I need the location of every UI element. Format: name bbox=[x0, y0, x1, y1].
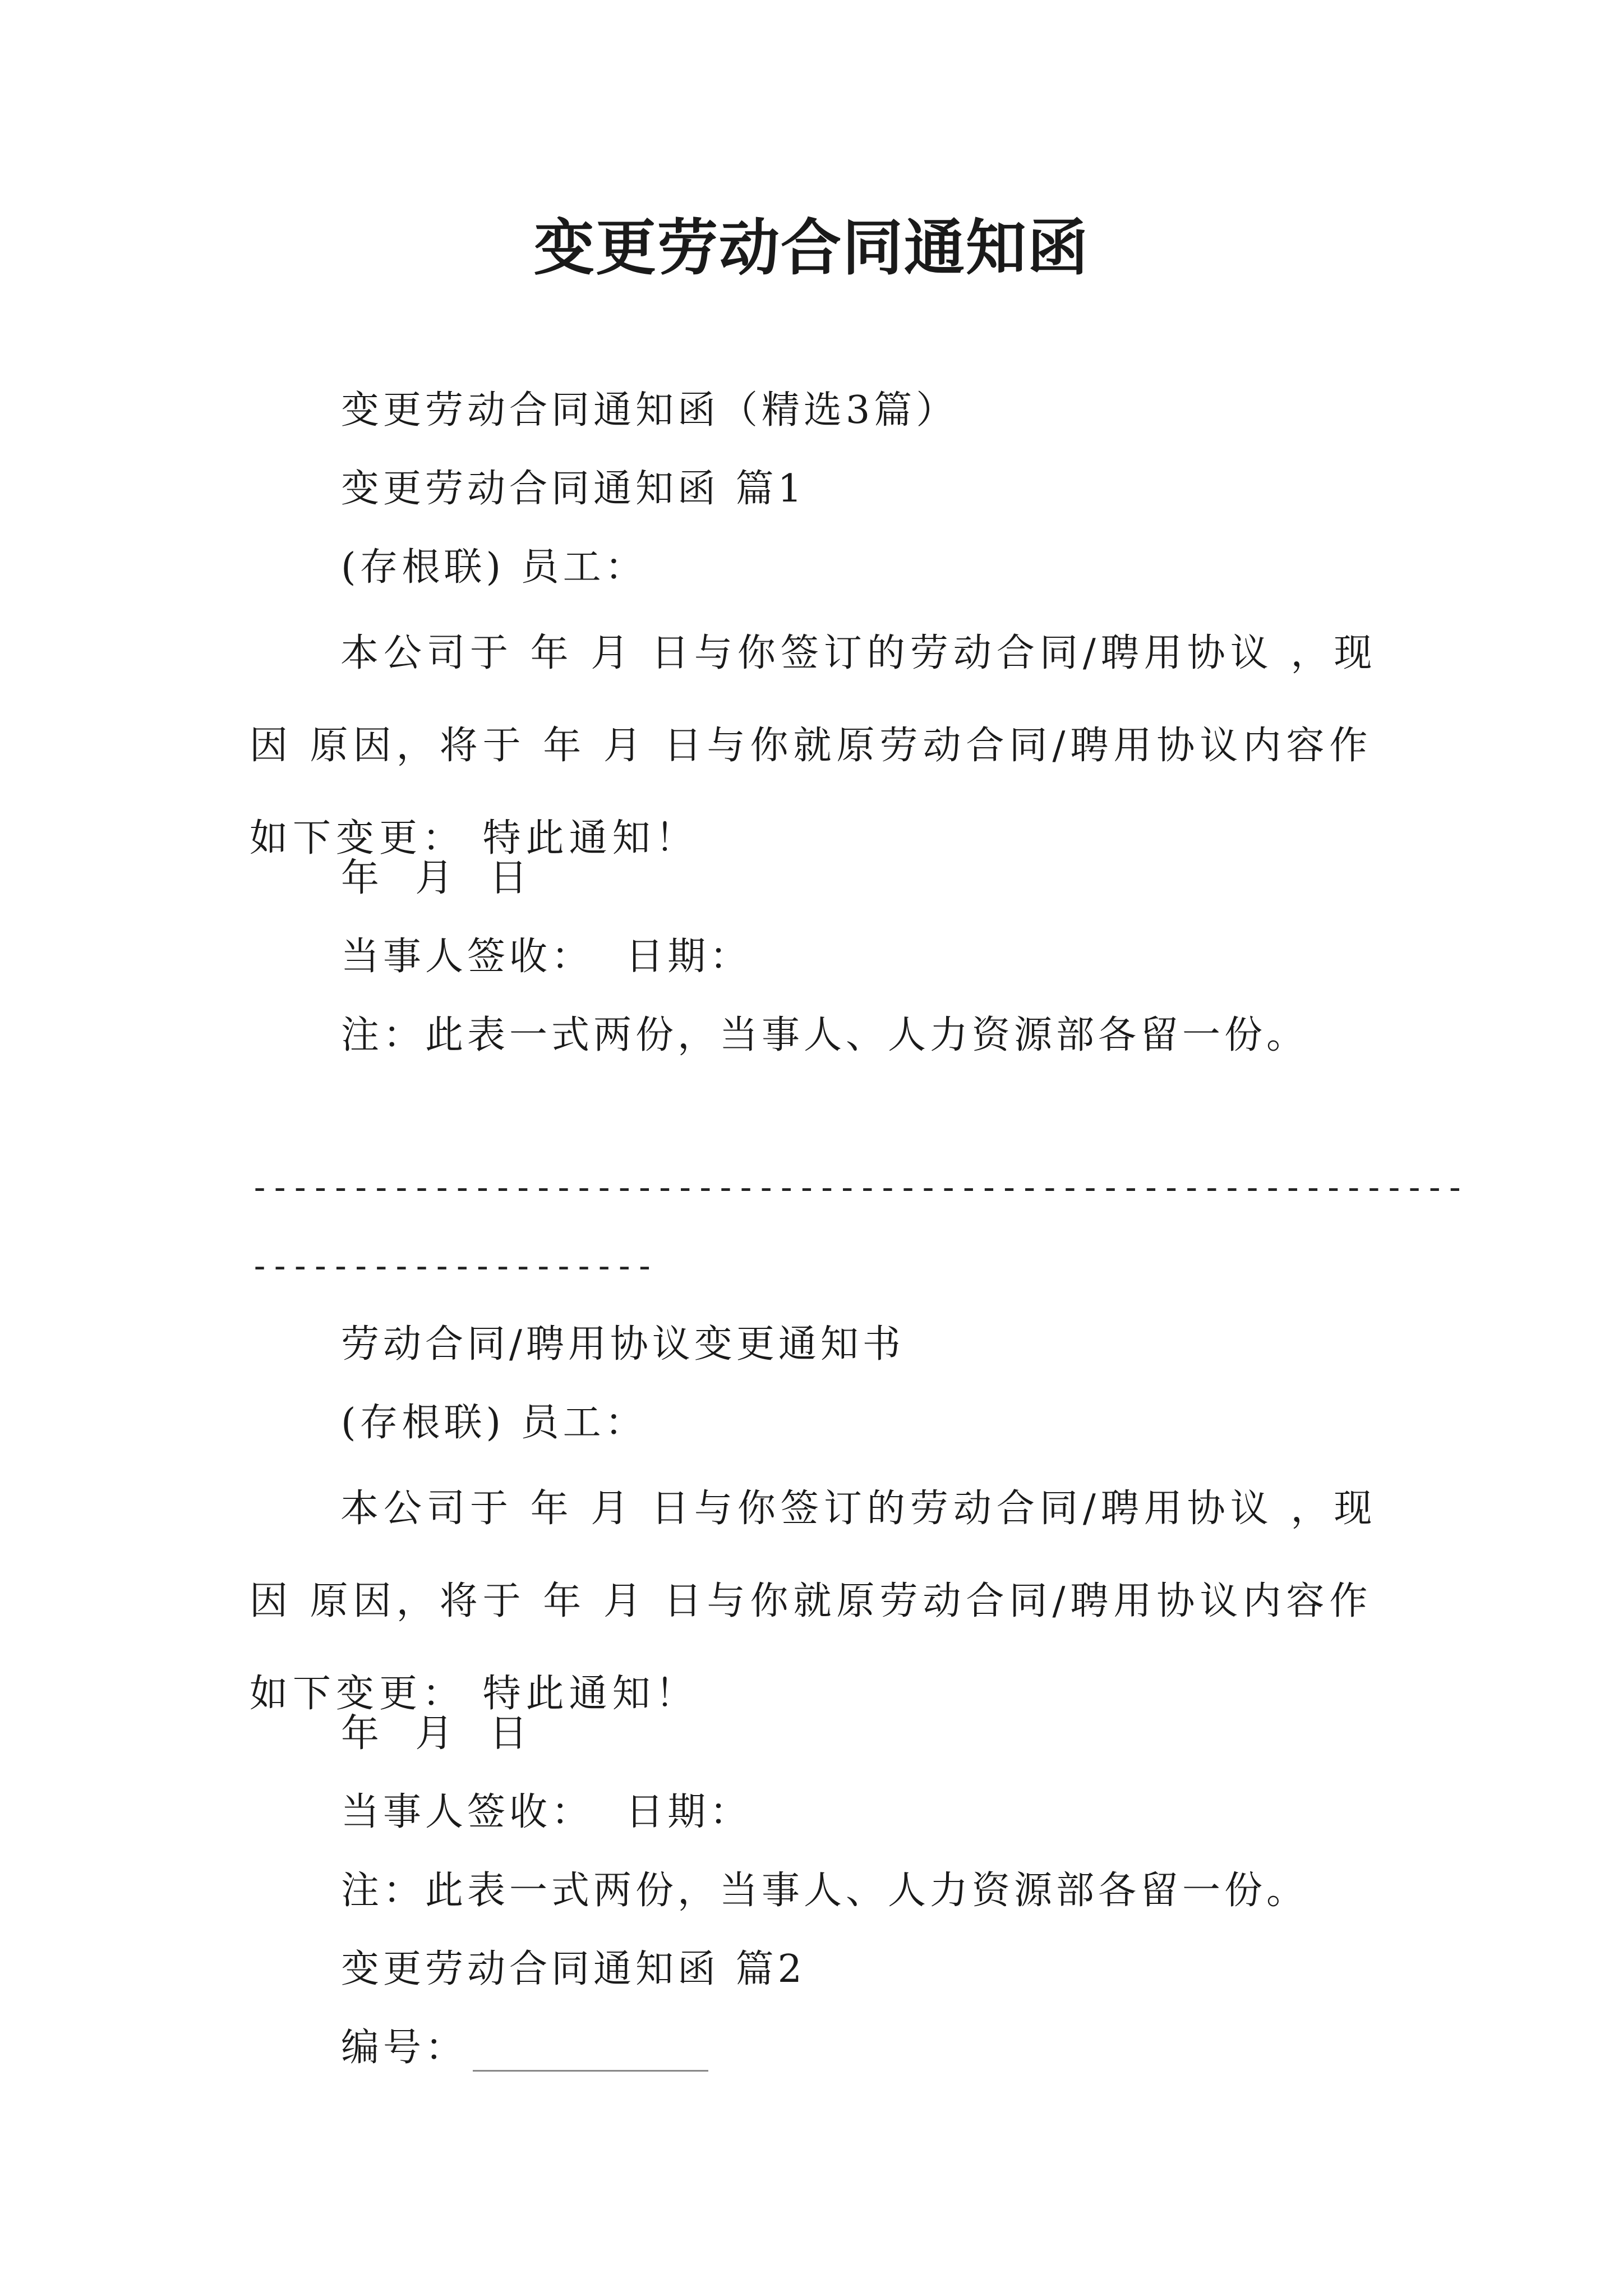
section1-body: 本公司于 年 月 日与你签订的劳动合同/聘用协议 ，现因 原因，将于 年 月 日与你就原劳动合同/聘用协议内容作如下变更： 特此通知！ bbox=[250, 631, 1377, 861]
separator-line-2: -------------------- bbox=[250, 1246, 655, 1286]
section3-heading: 变更劳动合同通知函 篇2 bbox=[341, 1947, 806, 1991]
number-blank-line bbox=[473, 2036, 708, 2072]
section2-note: 注：此表一式两份，当事人、人力资源部各留一份。 bbox=[341, 1869, 1309, 1913]
section1-stub-label: (存根联) 员工： bbox=[341, 545, 647, 590]
section1-signature-line: 当事人签收： 日期： bbox=[341, 935, 752, 979]
section1-note: 注：此表一式两份，当事人、人力资源部各留一份。 bbox=[341, 1013, 1309, 1057]
separator-line-1: ------------------------------------------------------------ bbox=[250, 1168, 1465, 1207]
number-field-row bbox=[341, 2024, 1479, 2072]
subtitle: 变更劳动合同通知函（精选3篇） bbox=[341, 388, 958, 432]
section2-heading: 劳动合同/聘用协议变更通知书 bbox=[341, 1322, 905, 1366]
section2-body: 本公司于 年 月 日与你签订的劳动合同/聘用协议 ，现因 原因，将于 年 月 日与你就原劳动合同/聘用协议内容作如下变更： 特此通知！ bbox=[250, 1487, 1377, 1716]
section2-stub-label: (存根联) 员工： bbox=[341, 1401, 647, 1445]
document-title: 变更劳动合同通知函 bbox=[533, 213, 1089, 283]
section1-date-line: 年 月 日 bbox=[341, 856, 532, 900]
section2-date-line: 年 月 日 bbox=[341, 1711, 532, 1756]
section1-heading: 变更劳动合同通知函 篇1 bbox=[341, 467, 806, 511]
section2-signature-line: 当事人签收： 日期： bbox=[341, 1790, 752, 1834]
number-label: 编号： bbox=[341, 2026, 468, 2070]
